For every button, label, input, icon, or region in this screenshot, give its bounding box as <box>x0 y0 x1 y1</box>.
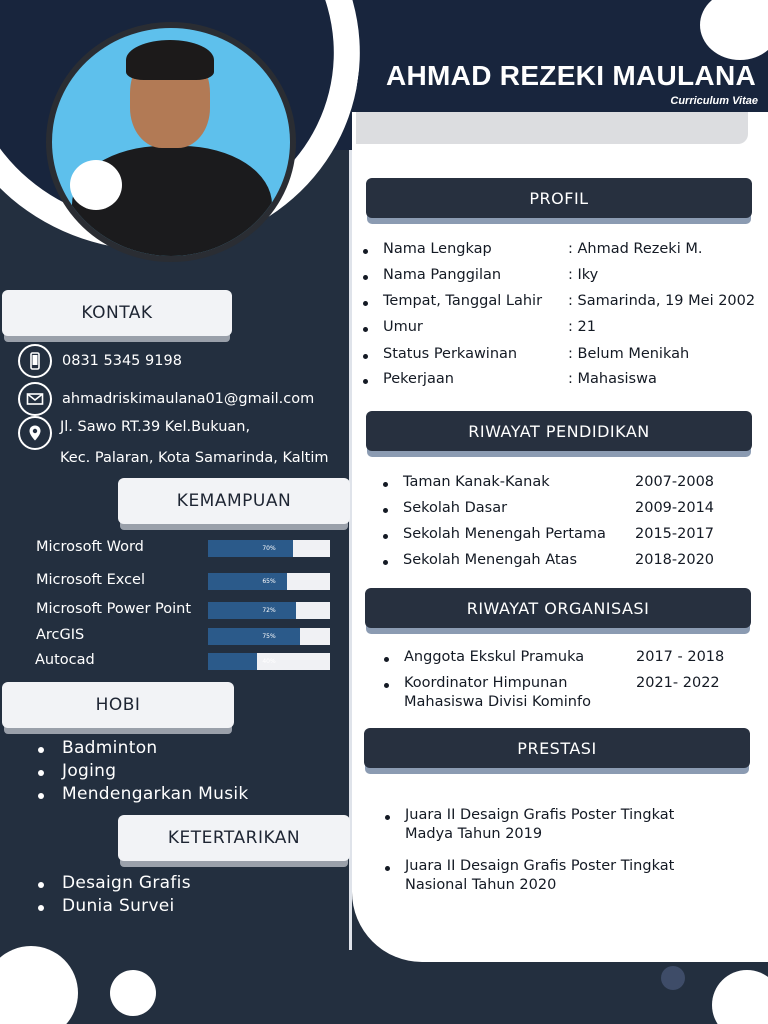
skill-row <box>35 652 335 670</box>
skill-row <box>36 539 336 557</box>
profile-value: : Ahmad Rezeki M. <box>568 241 703 257</box>
list-item: Mendengarkan Musik <box>38 783 249 806</box>
profile-label: Pekerjaan <box>383 371 454 387</box>
skill-label: Microsoft Excel <box>36 572 146 588</box>
profile-label: Tempat, Tanggal Lahir <box>383 293 543 309</box>
skill-bar <box>208 628 330 645</box>
organization-year: 2017 - 2018 <box>636 649 725 665</box>
skill-bar <box>208 573 330 590</box>
contact-address-line2: Kec. Palaran, Kota Samarinda, Kaltim <box>60 450 329 466</box>
achievement-line1: Juara II Desaign Grafis Poster Tingkat <box>405 858 675 874</box>
skill-percent: 72% <box>262 607 276 614</box>
interests-list <box>38 872 191 918</box>
skills-heading: KEMAMPUAN <box>118 478 350 524</box>
organization-year: 2021- 2022 <box>636 675 720 691</box>
education-year: 2015-2017 <box>635 526 715 542</box>
education-label: Sekolah Dasar <box>403 500 508 516</box>
skill-bar <box>208 540 330 557</box>
contact-address-line1: Jl. Sawo RT.39 Kel.Bukuan, <box>60 419 251 435</box>
hobbies-list <box>38 737 249 806</box>
skill-row <box>36 572 336 590</box>
profile-label: Umur <box>383 319 423 335</box>
skill-percent: 70% <box>262 545 276 552</box>
profile-value: : 21 <box>568 319 596 335</box>
right-panel-tab <box>356 112 748 144</box>
decorative-circle <box>661 966 685 990</box>
skill-row <box>36 627 336 645</box>
achievement-line1: Juara II Desaign Grafis Poster Tingkat <box>405 807 675 823</box>
skill-label: Microsoft Power Point <box>36 601 192 617</box>
education-year: 2007-2008 <box>635 474 715 490</box>
list-item: Joging <box>38 760 249 783</box>
decorative-circle <box>712 970 768 1024</box>
education-label: Sekolah Menengah Pertama <box>403 526 606 542</box>
photo-hair <box>126 40 214 80</box>
contact-email-text: ahmadriskimaulana01@gmail.com <box>62 391 315 407</box>
profile-label: Nama Panggilan <box>383 267 502 283</box>
contact-email <box>18 382 314 416</box>
profile-value: : Belum Menikah <box>568 346 690 362</box>
decorative-circle <box>0 946 78 1024</box>
mail-icon <box>18 382 52 416</box>
profile-photo <box>52 28 290 256</box>
organization-label-line2: Mahasiswa Divisi Kominfo <box>404 694 591 710</box>
achievements-heading: PRESTASI <box>364 728 750 768</box>
achievement-line2: Madya Tahun 2019 <box>405 826 543 842</box>
profile-value: : Iky <box>568 267 599 283</box>
skill-percent: 75% <box>262 633 276 640</box>
profile-label: Nama Lengkap <box>383 241 492 257</box>
education-year: 2009-2014 <box>635 500 715 516</box>
person-name: AHMAD REZEKI MAULANA <box>386 60 756 91</box>
profile-value: : Samarinda, 19 Mei 2002 <box>568 293 756 309</box>
profile-heading: PROFIL <box>366 178 752 218</box>
contact-address <box>18 416 62 450</box>
skill-percent: 65% <box>262 578 276 585</box>
organization-label: Anggota Ekskul Pramuka <box>404 649 585 665</box>
decorative-circle <box>70 160 122 210</box>
profile-value: : Mahasiswa <box>568 371 657 387</box>
contact-heading: KONTAK <box>2 290 232 336</box>
skill-label: Autocad <box>35 652 95 668</box>
document-subtitle: Curriculum Vitae <box>670 95 758 107</box>
phone-icon <box>18 344 52 378</box>
education-label: Taman Kanak-Kanak <box>403 474 550 490</box>
skill-label: ArcGIS <box>36 627 85 643</box>
profile-label: Status Perkawinan <box>383 346 518 362</box>
decorative-circle <box>110 970 156 1016</box>
interests-heading: KETERTARIKAN <box>118 815 350 861</box>
education-heading: RIWAYAT PENDIDIKAN <box>366 411 752 451</box>
education-label: Sekolah Menengah Atas <box>403 552 577 568</box>
list-item: Dunia Survei <box>38 895 191 918</box>
contact-phone <box>18 344 182 378</box>
list-item: Badminton <box>38 737 249 760</box>
skill-label: Microsoft Word <box>36 539 144 555</box>
location-icon <box>18 416 52 450</box>
hobbies-heading: HOBI <box>2 682 234 728</box>
skill-percent: 40% <box>262 658 276 665</box>
list-item: Desaign Grafis <box>38 872 191 895</box>
organization-label: Koordinator Himpunan <box>404 675 568 691</box>
organization-heading: RIWAYAT ORGANISASI <box>365 588 751 628</box>
skill-bar <box>208 602 330 619</box>
education-year: 2018-2020 <box>635 552 715 568</box>
achievement-line2: Nasional Tahun 2020 <box>405 877 557 893</box>
skill-row <box>36 601 336 619</box>
skill-bar <box>208 653 330 670</box>
contact-phone-text: 0831 5345 9198 <box>62 353 182 369</box>
